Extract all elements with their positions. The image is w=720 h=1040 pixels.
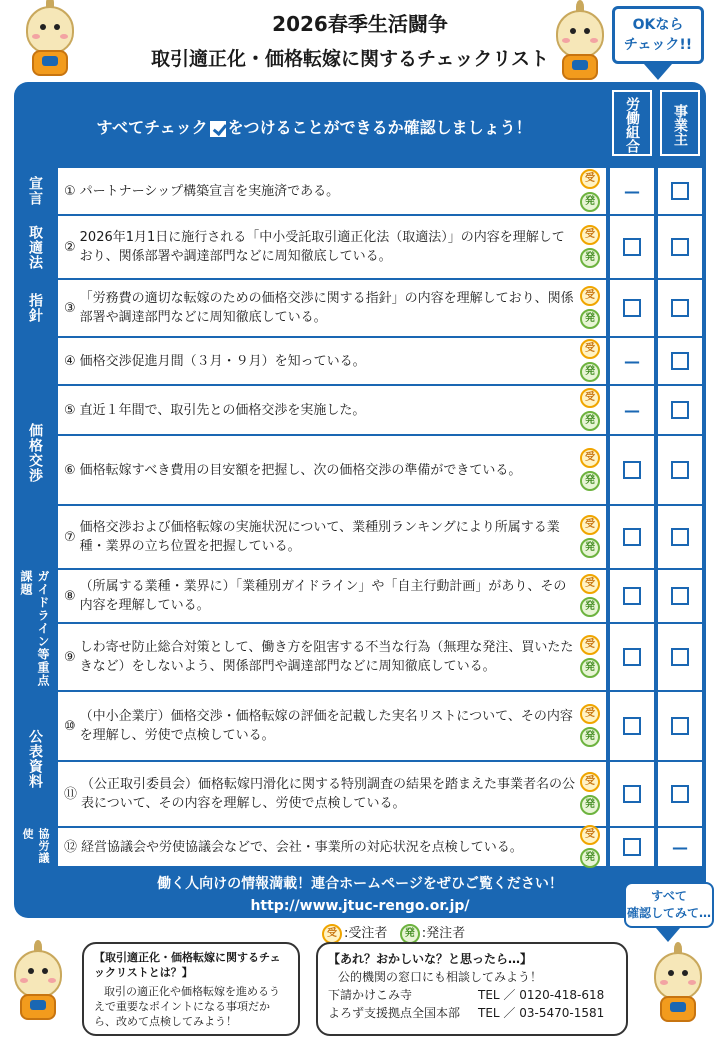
row-number: ④ xyxy=(64,353,76,369)
receiver-badge-icon: 受 xyxy=(580,286,600,306)
checkbox-union[interactable] xyxy=(623,238,641,256)
cell-employer xyxy=(658,692,702,760)
checkbox-employer[interactable] xyxy=(671,461,689,479)
checklist-row xyxy=(58,436,606,504)
receiver-badge-icon: 受 xyxy=(580,772,600,792)
row-number: ⑤ xyxy=(64,402,76,418)
receiver-badge-icon: 受 xyxy=(580,388,600,408)
callout-line1: OKなら xyxy=(632,17,684,33)
cell-union xyxy=(610,338,654,384)
cell-employer xyxy=(658,216,702,278)
contact-name: 下請かけこみ寺 xyxy=(328,988,413,1002)
page-title-year: 2026春季生活闘争 xyxy=(272,12,448,36)
row-number: ⑦ xyxy=(64,529,76,545)
checklist-row xyxy=(58,570,606,622)
mascot-bottom-left xyxy=(6,946,70,1022)
sender-badge-icon: 発 xyxy=(580,471,600,491)
contact-row xyxy=(328,1004,616,1022)
column-header-employer xyxy=(660,90,700,156)
sender-badge-icon: 発 xyxy=(580,538,600,558)
checkbox-employer[interactable] xyxy=(671,717,689,735)
cell-employer xyxy=(658,762,702,826)
checkbox-employer[interactable] xyxy=(671,182,689,200)
callout2-line1: すべて xyxy=(651,889,687,903)
cell-union xyxy=(610,570,654,622)
column-union-label: 労働組合 xyxy=(624,97,640,153)
sender-badge-icon: 発 xyxy=(580,848,600,868)
checklist-row xyxy=(58,506,606,568)
row-text: 経営協議会や労使協議会などで、会社・事業所の対応状況を点検している。 xyxy=(81,839,523,855)
not-applicable-dash: — xyxy=(624,400,640,420)
receiver-badge-icon: 受 xyxy=(580,169,600,189)
receiver-badge-icon: 受 xyxy=(580,825,600,845)
group-guidelines: ガイドライン等重点課題 xyxy=(19,570,50,687)
row-text: 価格転嫁すべき費用の目安額を把握し、次の価格交渉の準備ができている。 xyxy=(79,462,522,478)
cell-union xyxy=(610,386,654,434)
sender-badge-icon: 発 xyxy=(580,362,600,382)
group-labor-consultation: 協労議使 xyxy=(21,828,50,864)
cell-employer xyxy=(658,338,702,384)
cell-employer xyxy=(658,828,702,866)
not-applicable-dash: — xyxy=(672,837,688,857)
ok-check-callout xyxy=(612,6,704,64)
group-guideline: 指針 xyxy=(27,293,43,323)
checkbox-union[interactable] xyxy=(623,648,641,666)
checkbox-employer[interactable] xyxy=(671,528,689,546)
checkbox-union[interactable] xyxy=(623,785,641,803)
checklist-row xyxy=(58,216,606,278)
group-declaration: 宣言 xyxy=(27,176,43,206)
mascot-top-left xyxy=(18,2,82,78)
sender-badge-icon: 発 xyxy=(580,411,600,431)
checkbox-employer[interactable] xyxy=(671,648,689,666)
checklist-row xyxy=(58,386,606,434)
checkbox-employer[interactable] xyxy=(671,401,689,419)
badge-legend xyxy=(322,922,465,944)
sender-badge-icon: 発 xyxy=(580,597,600,617)
checkbox-union[interactable] xyxy=(623,528,641,546)
cell-employer xyxy=(658,168,702,214)
checkbox-employer[interactable] xyxy=(671,587,689,605)
checkbox-union[interactable] xyxy=(623,461,641,479)
checklist-row xyxy=(58,828,606,866)
column-header-union xyxy=(612,90,652,156)
row-number: ⑩ xyxy=(64,718,76,734)
receiver-badge-icon: 受 xyxy=(580,515,600,535)
receiver-badge-icon: 受 xyxy=(322,924,342,944)
explanation-heading: 【取引適正化・価格転嫁に関するチェックリストとは？】 xyxy=(94,951,281,979)
row-number: ① xyxy=(64,183,76,199)
checkbox-union[interactable] xyxy=(623,717,641,735)
cell-union xyxy=(610,506,654,568)
column-employer-label: 事業主 xyxy=(672,104,688,146)
mascot-top-right xyxy=(548,6,612,82)
group-public-materials: 公表資料 xyxy=(27,729,43,789)
checklist-row xyxy=(58,280,606,336)
row-text: 2026年1月1日に施行される「中小受託取引適正化法（取適法）」の内容を理解しており、関係部署や調達部門などに周知徹底している。 xyxy=(79,230,565,264)
sender-badge-icon: 発 xyxy=(400,924,420,944)
cell-union xyxy=(610,828,654,866)
row-text: （中小企業庁）価格交渉・価格転嫁の評価を記載した実名リストについて、その内容を理解し、労使で点検している。 xyxy=(79,709,573,743)
instruction-banner xyxy=(14,90,614,166)
sender-badge-icon: 発 xyxy=(580,658,600,678)
row-number: ⑪ xyxy=(64,786,78,802)
row-number: ⑫ xyxy=(64,839,78,855)
callout-line2: チェック!! xyxy=(623,37,693,53)
contact-tel: TEL ／ 0120-418-618 xyxy=(478,988,605,1002)
cell-union xyxy=(610,762,654,826)
receiver-badge-icon: 受 xyxy=(580,448,600,468)
row-number: ② xyxy=(64,239,76,255)
not-applicable-dash: — xyxy=(624,181,640,201)
cell-union xyxy=(610,280,654,336)
banner-text-after: をつけることができるか確認しましょう！ xyxy=(227,118,532,137)
checklist-row xyxy=(58,168,606,214)
group-price-negotiation: 価格交渉 xyxy=(27,423,43,483)
row-number: ⑥ xyxy=(64,462,76,478)
receiver-badge-icon: 受 xyxy=(580,574,600,594)
checkbox-employer[interactable] xyxy=(671,238,689,256)
cell-union xyxy=(610,436,654,504)
mascot-bottom-right xyxy=(646,948,710,1024)
checklist-row xyxy=(58,338,606,384)
row-text: （公正取引委員会）価格転嫁円滑化に関する特別調査の結果を踏まえた事業者名の公表について、その内容を理解し、労使で点検している。 xyxy=(81,777,576,811)
confirm-all-callout xyxy=(624,882,714,928)
contact-tel: TEL ／ 03-5470-1581 xyxy=(478,1006,605,1020)
cell-employer xyxy=(658,386,702,434)
row-text: （所属する業種・業界に）「業種別ガイドライン」や「自主行動計画」があり、その内容を理解している。 xyxy=(79,579,567,613)
consultation-heading: 【あれ？おかしいな？と思ったら…】 xyxy=(328,952,533,966)
sender-badge-icon: 発 xyxy=(580,795,600,815)
callout2-line2: 確認してみて… xyxy=(626,906,711,920)
legend-receiver-label: :受注者 xyxy=(344,926,388,941)
contact-row xyxy=(328,986,616,1004)
receiver-badge-icon: 受 xyxy=(580,704,600,724)
sender-badge-icon: 発 xyxy=(580,309,600,329)
group-law: 取適法 xyxy=(27,224,43,270)
checklist-row xyxy=(58,762,606,826)
row-text: 直近１年間で、取引先との価格交渉を実施した。 xyxy=(79,402,366,418)
banner-text-before: すべてチェック xyxy=(96,118,208,137)
sender-badge-icon: 発 xyxy=(580,727,600,747)
cell-union xyxy=(610,216,654,278)
consultation-text: 公的機関の窓口にも相談してみよう！ xyxy=(338,970,543,984)
checklist-row xyxy=(58,692,606,760)
checkbox-employer[interactable] xyxy=(671,785,689,803)
row-number: ⑨ xyxy=(64,649,76,665)
cell-union xyxy=(610,168,654,214)
contact-name: よろず支援拠点全国本部 xyxy=(328,1006,461,1020)
cell-employer xyxy=(658,280,702,336)
cell-employer xyxy=(658,624,702,690)
cell-employer xyxy=(658,436,702,504)
explanation-body: 取引の適正化や価格転嫁を進めるうえで重要なポイントになる事項だから、改めて点検してみよう！ xyxy=(94,985,280,1028)
receiver-badge-icon: 受 xyxy=(580,225,600,245)
row-text: 価格交渉および価格転嫁の実施状況について、業種別ランキングにより所属する業種・業界の立ち位置を把握している。 xyxy=(79,520,560,554)
checkbox-employer[interactable] xyxy=(671,299,689,317)
checkbox-employer[interactable] xyxy=(671,352,689,370)
row-number: ③ xyxy=(64,300,76,316)
sender-badge-icon: 発 xyxy=(580,192,600,212)
checklist-explanation-box xyxy=(82,942,300,1036)
cell-employer xyxy=(658,570,702,622)
cell-employer xyxy=(658,506,702,568)
footer-promo: 働く人向けの情報満載！連合ホームページをぜひご覧ください！ xyxy=(157,876,563,892)
legend-sender-label: :発注者 xyxy=(421,926,466,941)
checklist-row xyxy=(58,624,606,690)
checkbox-union[interactable] xyxy=(623,838,641,856)
checkbox-union[interactable] xyxy=(623,299,641,317)
row-text: パートナーシップ構築宣言を実施済である。 xyxy=(79,183,340,199)
row-text: しわ寄せ防止総合対策として、働き方を阻害する不当な行為（無理な発注、買いたたきなど）をしないよう、関係部門や調達部門などに周知徹底している。 xyxy=(79,640,574,674)
sender-badge-icon: 発 xyxy=(580,248,600,268)
callout2-arrow-icon xyxy=(656,928,680,942)
receiver-badge-icon: 受 xyxy=(580,635,600,655)
checkbox-union[interactable] xyxy=(623,587,641,605)
footer-url-link[interactable]: http://www.jtuc-rengo.or.jp/ xyxy=(250,898,470,914)
receiver-badge-icon: 受 xyxy=(580,339,600,359)
row-text: 価格交渉促進月間（３月・９月）を知っている。 xyxy=(79,353,366,369)
not-applicable-dash: — xyxy=(624,351,640,371)
consultation-box xyxy=(316,942,628,1036)
row-text: 「労務費の適切な転嫁のための価格交渉に関する指針」の内容を理解しており、関係部署や調達部門などに周知徹底している。 xyxy=(79,291,574,325)
callout-arrow-icon xyxy=(644,64,672,80)
cell-union xyxy=(610,692,654,760)
checkbox-checked-icon xyxy=(210,121,226,137)
row-number: ⑧ xyxy=(64,588,76,604)
cell-union xyxy=(610,624,654,690)
page-title: 取引適正化・価格転嫁に関するチェックリスト xyxy=(150,48,550,70)
